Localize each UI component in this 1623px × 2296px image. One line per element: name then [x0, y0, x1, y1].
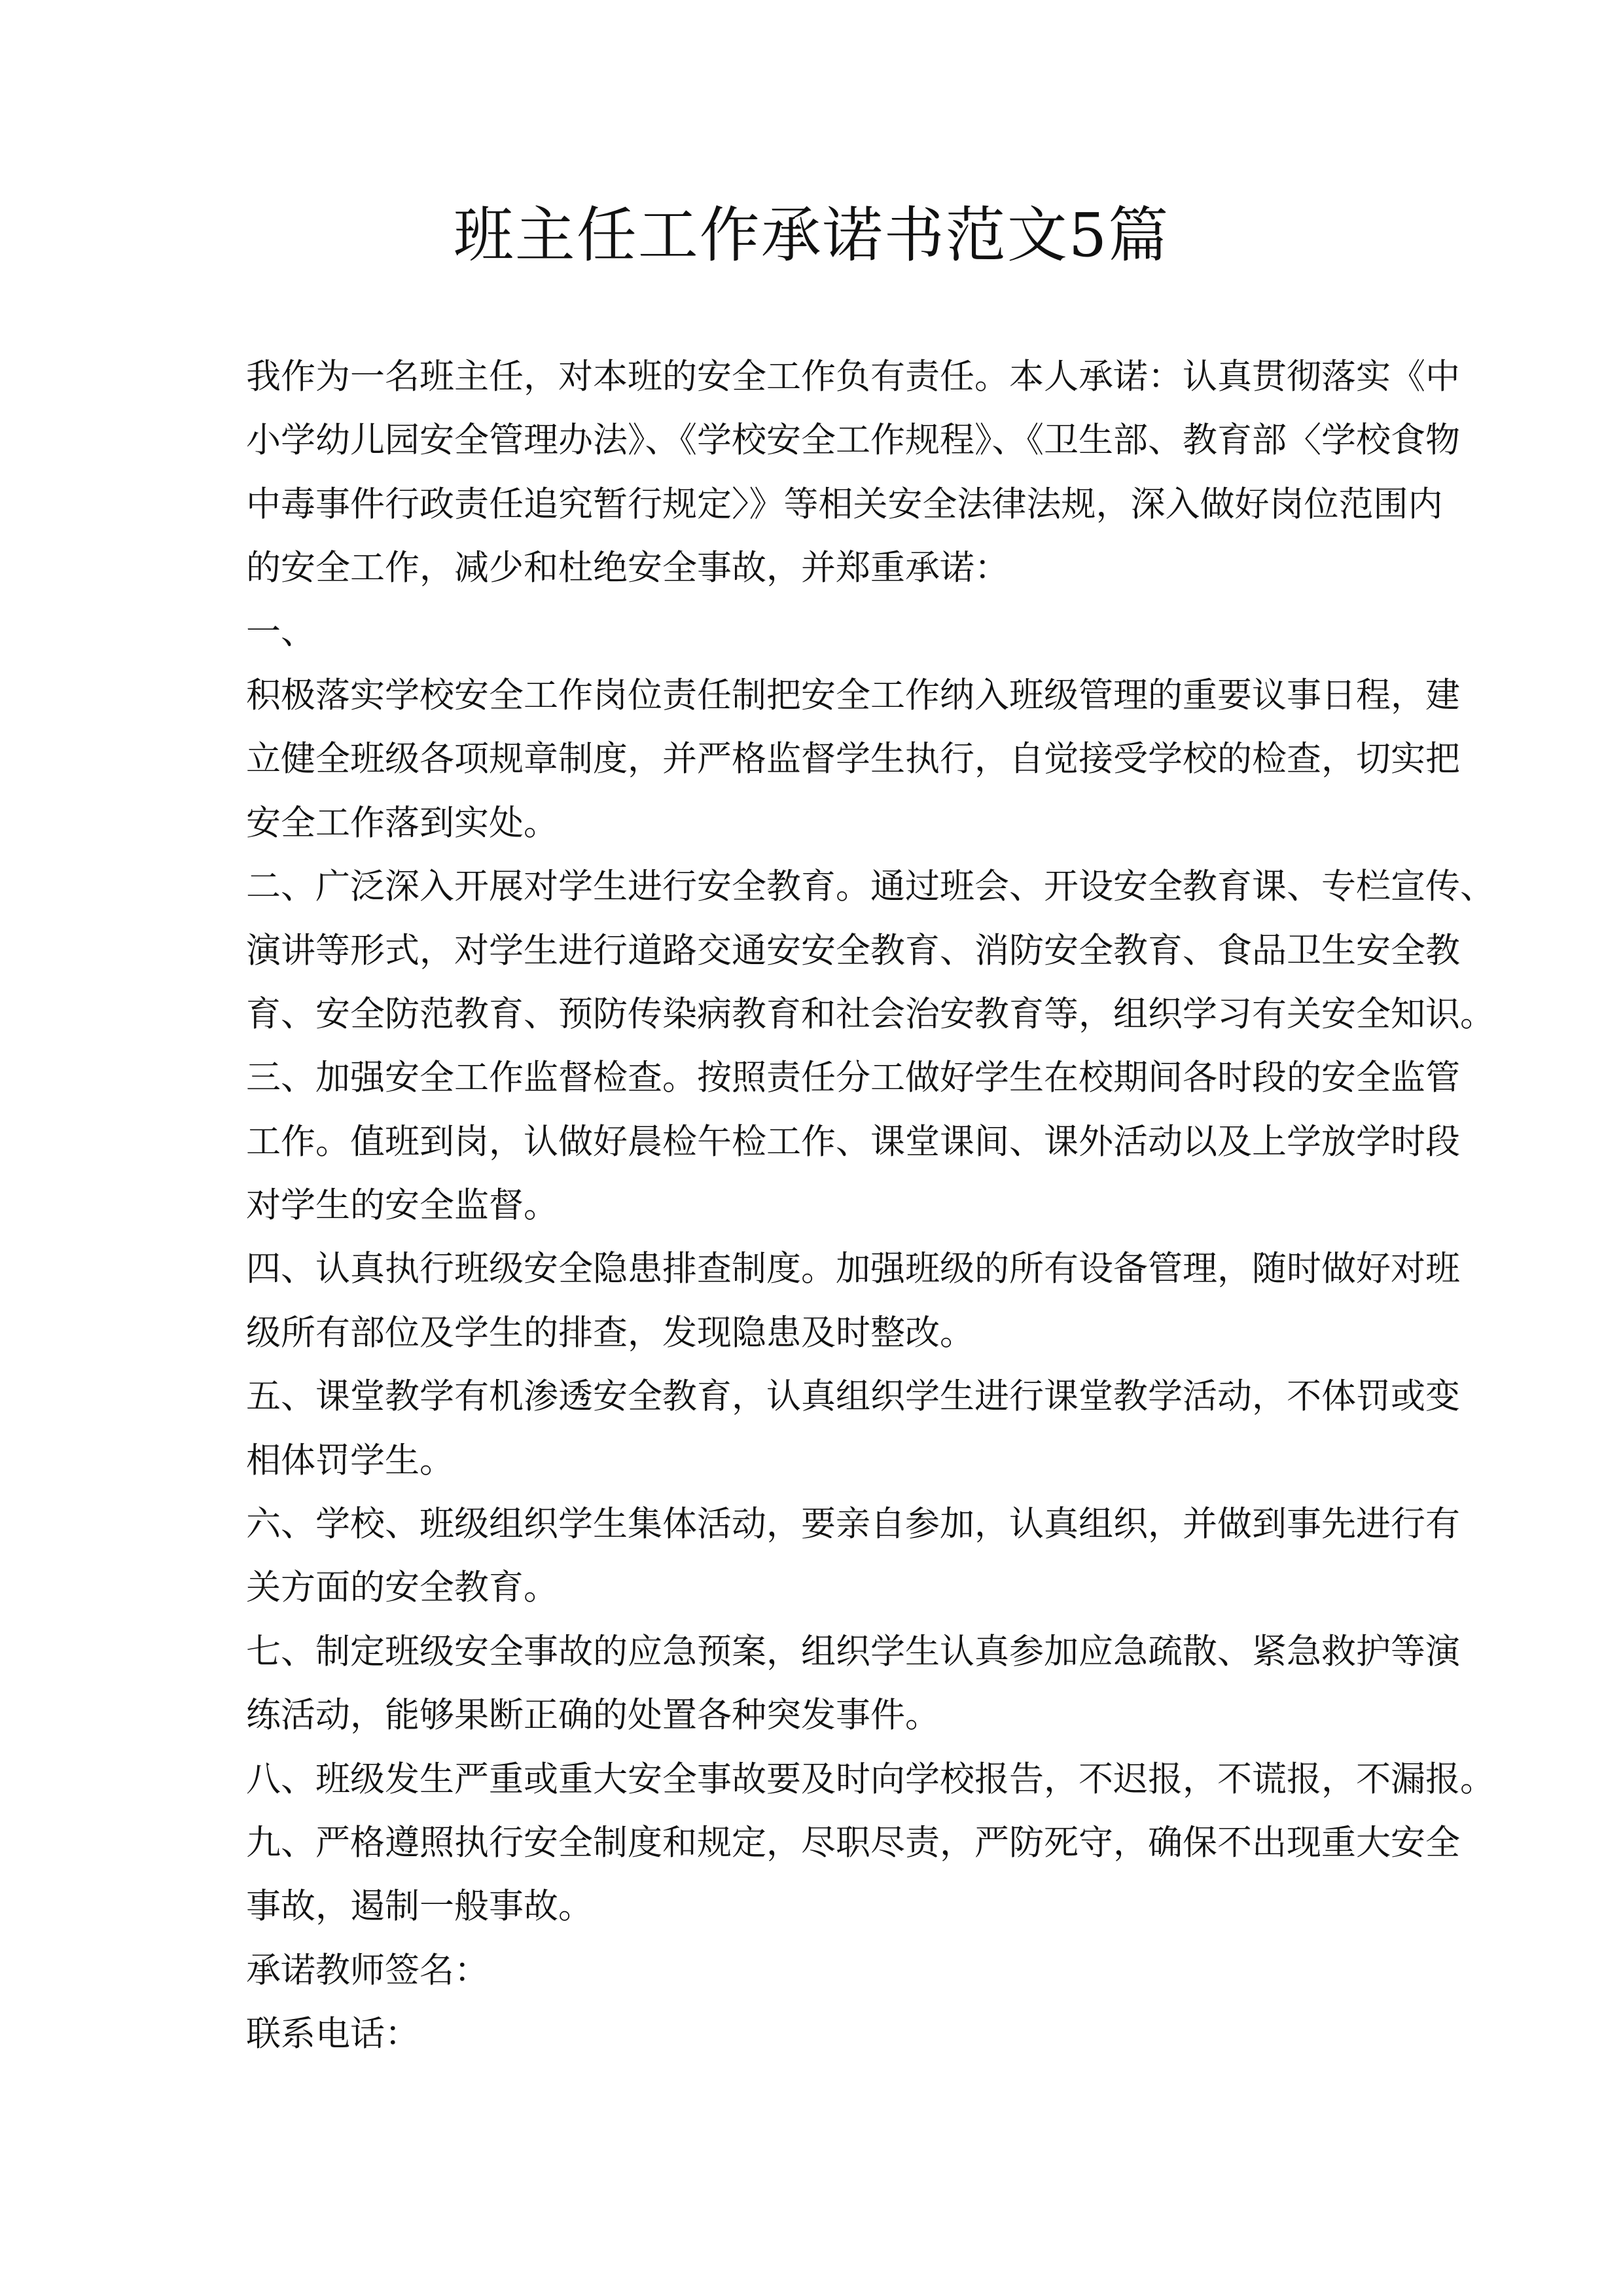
- text-line: 二、广泛深入开展对学生进行安全教育。通过班会、开设安全教育课、专栏宣传、: [246, 867, 1495, 907]
- text-line: 关方面的安全教育。: [246, 1568, 558, 1608]
- document-body: [246, 345, 1495, 2066]
- text-line: 级所有部位及学生的排查，发现隐患及时整改。: [246, 1312, 974, 1353]
- text-line: 立健全班级各项规章制度，并严格监督学生执行，自觉接受学校的检查，切实把: [246, 739, 1460, 780]
- text-line: 对学生的安全监督。: [246, 1185, 558, 1226]
- text-line: 五、课堂教学有机渗透安全教育，认真组织学生进行课堂教学活动，不体罚或变: [246, 1376, 1460, 1417]
- text-line: 一、: [246, 611, 315, 652]
- text-line: 的安全工作，减少和杜绝安全事故，并郑重承诺：: [246, 548, 1009, 588]
- text-line: 事故，遏制一般事故。: [246, 1886, 593, 1927]
- text-line: 三、加强安全工作监督检查。按照责任分工做好学生在校期间各时段的安全监管: [246, 1058, 1460, 1098]
- text-line: 中毒事件行政责任追究暂行规定〉》等相关安全法律法规，深入做好岗位范围内: [246, 484, 1443, 524]
- text-line: 演讲等形式，对学生进行道路交通安安全教育、消防安全教育、食品卫生安全教: [246, 930, 1460, 971]
- document-title: 班主任工作承诺书范文5篇: [453, 200, 1170, 270]
- text-line: 七、制定班级安全事故的应急预案，组织学生认真参加应急疏散、紧急救护等演: [246, 1631, 1460, 1672]
- text-line: 育、安全防范教育、预防传染病教育和社会治安教育等，组织学习有关安全知识。: [246, 994, 1495, 1034]
- text-line: 相体罚学生。: [246, 1440, 454, 1480]
- text-line: 联系电话：: [246, 2014, 419, 2054]
- text-line: 安全工作落到实处。: [246, 802, 558, 843]
- text-line: 九、严格遵照执行安全制度和规定，尽职尽责，严防死守，确保不出现重大安全: [246, 1822, 1460, 1863]
- text-line: 八、班级发生严重或重大安全事故要及时向学校报告，不迟报，不谎报，不漏报。: [246, 1759, 1495, 1799]
- text-line: 六、学校、班级组织学生集体活动，要亲自参加，认真组织，并做到事先进行有: [246, 1504, 1460, 1545]
- text-line: 承诺教师签名：: [246, 1950, 489, 1990]
- text-line: 工作。值班到岗，认做好晨检午检工作、课堂课间、课外活动以及上学放学时段: [246, 1121, 1460, 1162]
- text-line: 练活动，能够果断正确的处置各种突发事件。: [246, 1695, 940, 1736]
- text-line: 我作为一名班主任，对本班的安全工作负有责任。本人承诺：认真贯彻落实《中: [246, 357, 1460, 397]
- text-line: 积极落实学校安全工作岗位责任制把安全工作纳入班级管理的重要议事日程，建: [246, 675, 1460, 715]
- text-line: 四、认真执行班级安全隐患排查制度。加强班级的所有设备管理，随时做好对班: [246, 1249, 1460, 1289]
- text-line: 小学幼儿园安全管理办法》、《学校安全工作规程》、《卫生部、教育部〈学校食物: [246, 420, 1460, 461]
